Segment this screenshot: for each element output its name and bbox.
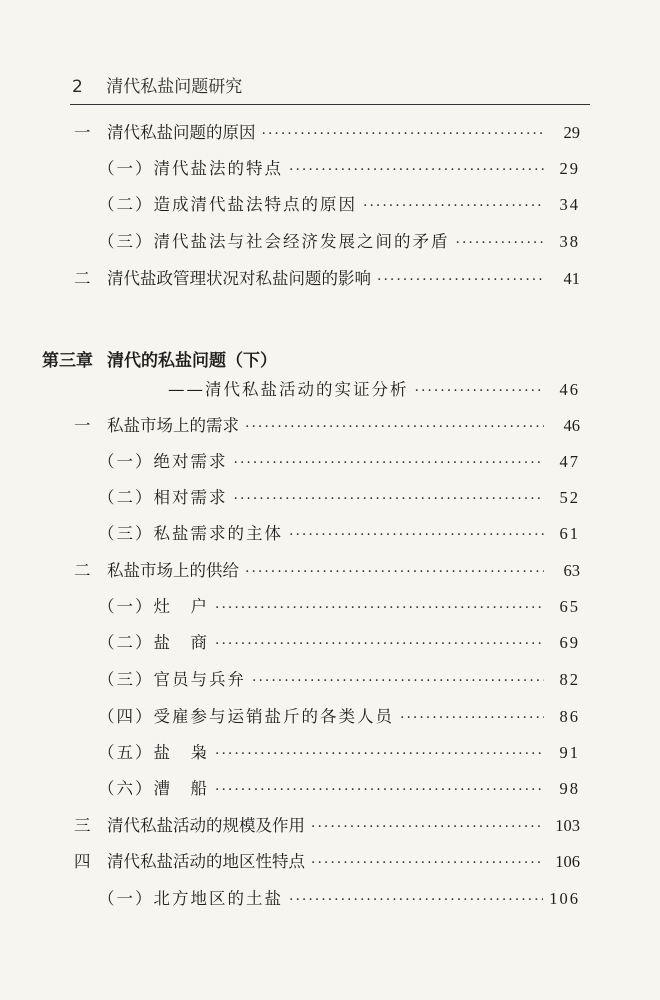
leader-dots — [262, 120, 545, 146]
leader-dots — [289, 156, 544, 182]
leader-dots — [456, 229, 545, 255]
leader-dots — [245, 558, 544, 584]
leader-dots — [363, 192, 544, 218]
entry-page: 91 — [559, 743, 580, 762]
toc-entry: （二）盐 商 ····· 69 — [98, 630, 580, 656]
toc-entry: 四 清代私盐活动的地区性特点 ····· 106 — [74, 849, 580, 875]
entry-page: 29 — [559, 159, 580, 178]
entry-page: 34 — [559, 195, 580, 214]
toc-entry: （五）盐 枭 ····· 91 — [98, 740, 580, 766]
entry-page: 46 — [563, 416, 580, 435]
entry-page: 106 — [549, 889, 580, 908]
toc-entry: 一 私盐市场上的需求 ····· 46 — [74, 413, 580, 439]
leader-dots — [415, 377, 545, 403]
book-title: 清代私盐问题研究 — [106, 77, 243, 97]
entry-page: 98 — [559, 779, 580, 798]
leader-dots — [234, 485, 545, 511]
entry-page: 47 — [559, 452, 580, 471]
leader-dots — [311, 849, 544, 875]
entry-page: 69 — [559, 633, 580, 652]
leader-dots — [311, 813, 544, 839]
header-divider — [70, 104, 590, 105]
toc-entry: （一）绝对需求 ····· 47 — [98, 449, 580, 475]
toc-entry: （四）受雇参与运销盐斤的各类人员 ····· 86 — [98, 704, 580, 730]
chapter-label: 第三章 — [42, 351, 93, 371]
toc-entry: （三）清代盐法与社会经济发展之间的矛盾 ····· 38 — [98, 229, 580, 255]
chapter-title: 清代的私盐问题（下） — [107, 351, 277, 371]
entry-page: 82 — [559, 670, 580, 689]
entry-page: 29 — [563, 123, 580, 142]
running-header — [72, 72, 242, 97]
entry-page: 52 — [559, 488, 580, 507]
leader-dots — [289, 886, 543, 912]
toc-entry: （二）造成清代盐法特点的原因 ····· 34 — [98, 192, 580, 218]
leader-dots — [215, 740, 544, 766]
toc-entry: 二 清代盐政管理状况对私盐问题的影响 ····· 41 — [74, 266, 580, 292]
leader-dots — [234, 449, 545, 475]
toc-entry: 一 清代私盐问题的原因 ····· 29 — [74, 120, 580, 146]
toc-entry: 二 私盐市场上的供给 ····· 63 — [74, 558, 580, 584]
entry-page: 103 — [555, 816, 580, 835]
leader-dots — [215, 776, 544, 802]
leader-dots — [289, 521, 544, 547]
entry-page: 46 — [559, 380, 580, 399]
toc-entry: （六）漕 船 ····· 98 — [98, 776, 580, 802]
entry-page: 106 — [555, 852, 580, 871]
toc-entry: （一）灶 户 ····· 65 — [98, 594, 580, 620]
toc-entry: （三）私盐需求的主体 ····· 61 — [98, 521, 580, 547]
toc-entry: （二）相对需求 ····· 52 — [98, 485, 580, 511]
entry-page: 38 — [559, 232, 580, 251]
entry-page: 63 — [563, 561, 580, 580]
leader-dots — [400, 704, 544, 730]
page-number: 2 — [72, 77, 83, 97]
entry-page: 65 — [559, 597, 580, 616]
leader-dots — [215, 594, 544, 620]
entry-page: 41 — [563, 269, 580, 288]
chapter-subtitle: ——清代私盐活动的实证分析 ····· 46 — [168, 377, 580, 403]
toc-entry: （三）官员与兵弁 ····· 82 — [98, 667, 580, 693]
toc-entry: （一）北方地区的土盐 ····· 106 — [98, 886, 580, 912]
leader-dots — [245, 413, 544, 439]
entry-page: 86 — [559, 707, 580, 726]
chapter-heading — [42, 346, 277, 371]
leader-dots — [252, 667, 544, 693]
toc-entry: （一）清代盐法的特点 ····· 29 — [98, 156, 580, 182]
leader-dots — [377, 266, 544, 292]
toc-entry: 三 清代私盐活动的规模及作用 ····· 103 — [74, 813, 580, 839]
leader-dots — [215, 630, 544, 656]
entry-page: 61 — [559, 524, 580, 543]
